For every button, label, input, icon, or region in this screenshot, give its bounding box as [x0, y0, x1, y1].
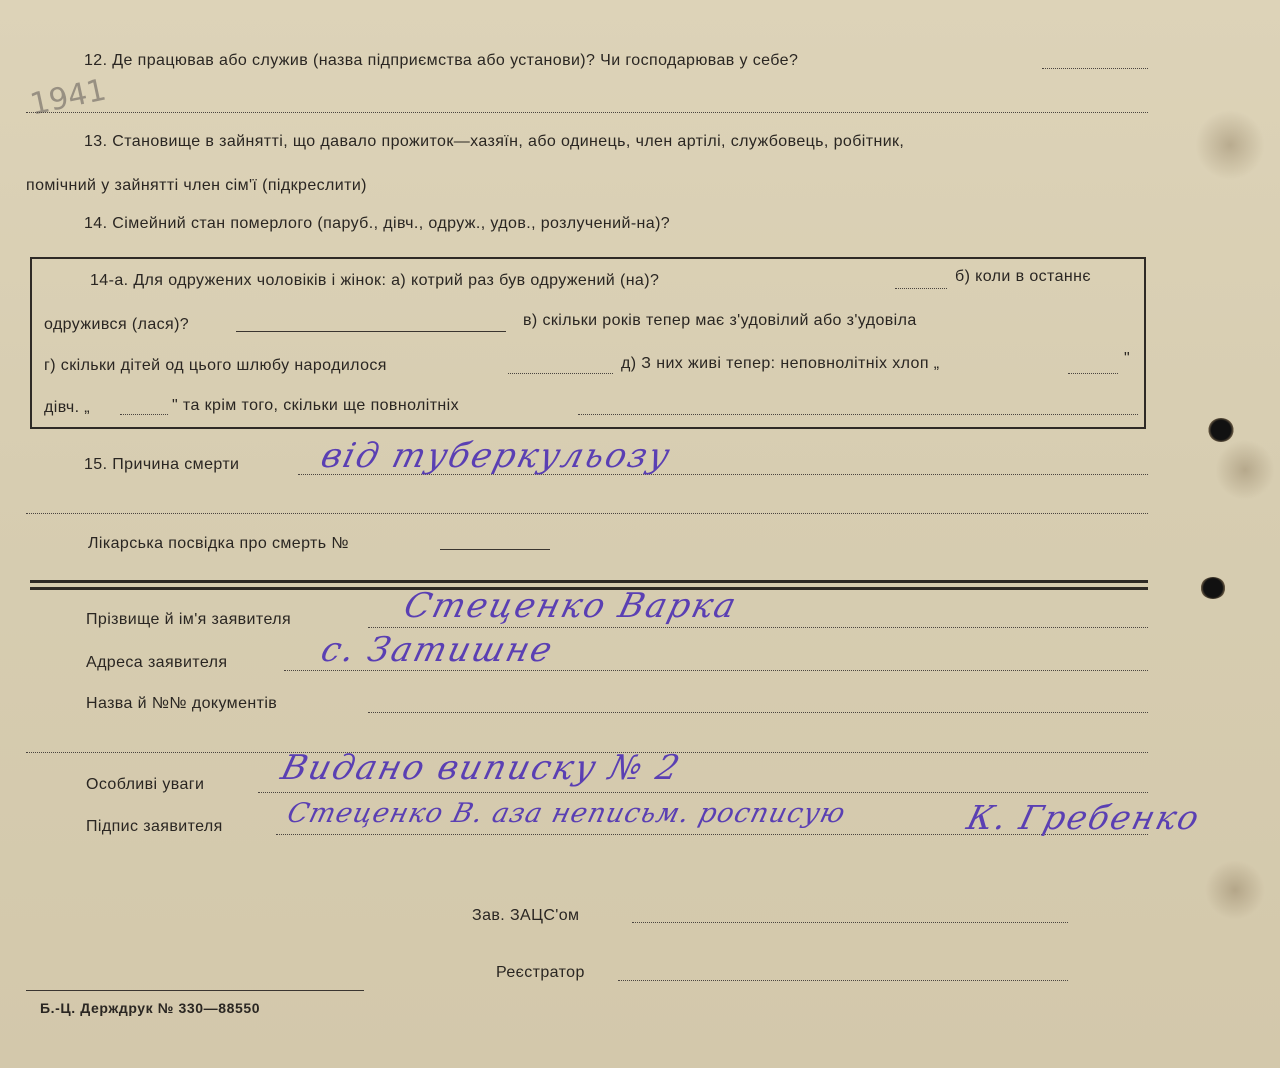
- paper-stain: [1205, 860, 1265, 920]
- q14a-line2b: в) скільки років тепер має з'удовілий або з'удовіла: [523, 312, 917, 329]
- q14a-line4b: " та крім того, скільки ще повнолітніх: [172, 397, 460, 414]
- head-label: Зав. ЗАЦС'ом: [472, 907, 580, 924]
- pencil-note: 1941: [27, 72, 110, 123]
- q14a-girls-line[interactable]: [120, 414, 168, 415]
- registrar-signature-line[interactable]: [618, 980, 1068, 981]
- q12-answer-line-2[interactable]: [26, 112, 1148, 113]
- applicant-name-value: Стеценко Варка: [400, 586, 742, 626]
- q14a-a-line[interactable]: [895, 288, 947, 289]
- q15-answer-line-2[interactable]: [26, 513, 1148, 514]
- q14a-line3a: г) скільки дітей од цього шлюбу народилося: [44, 357, 387, 374]
- q14a-line1b: б) коли в останнє: [955, 268, 1091, 285]
- q12-answer-line[interactable]: [1042, 68, 1148, 69]
- q14a-married-line[interactable]: [236, 331, 506, 332]
- registrar-label: Реєстратор: [496, 964, 585, 981]
- q14a-adults-line[interactable]: [578, 414, 1138, 415]
- applicant-address-label: Адреса заявителя: [86, 654, 228, 671]
- q15-label: 15. Причина смерти: [84, 456, 240, 473]
- q14a-children-line[interactable]: [508, 373, 613, 374]
- signature-label: Підпис заявителя: [86, 818, 223, 835]
- applicant-address-value: с. Затишне: [317, 630, 558, 670]
- applicant-docs-line[interactable]: [368, 712, 1148, 713]
- head-signature-line[interactable]: [632, 922, 1068, 923]
- medical-label: Лікарська посвідка про смерть №: [88, 535, 349, 552]
- applicant-name-label: Прізвище й ім'я заявителя: [86, 611, 292, 628]
- signature-name: К. Гребенко: [963, 798, 1205, 837]
- q13-line1: 13. Становище в зайнятті, що давало прожиток—хазяїн, або одинець, член артілі, службовець, робітник,: [84, 133, 905, 150]
- q14-label: 14. Сімейний стан померлого (паруб., дівч., одруж., удов., розлучений-на)?: [84, 215, 671, 232]
- q14a-line4a: дівч. „: [44, 399, 91, 416]
- q14a-boys-line[interactable]: [1068, 373, 1118, 374]
- footer-rule: [26, 990, 364, 991]
- medical-number-line[interactable]: [440, 549, 550, 550]
- signature-value: Стеценко В. аза неписьм. росписую: [284, 798, 850, 829]
- applicant-name-line[interactable]: [368, 627, 1148, 628]
- paper-stain: [1215, 440, 1275, 500]
- paper-stain: [1195, 110, 1265, 180]
- punch-hole: [1200, 577, 1226, 599]
- q15-value: від туберкульозу: [317, 436, 676, 476]
- notes-value: Видано виписку № 2: [277, 748, 686, 788]
- q14a-line1a: 14-а. Для одружених чоловіків і жінок: а) котрий раз був одружений (на)?: [90, 272, 660, 289]
- notes-line[interactable]: [258, 792, 1148, 793]
- q14a-line3c: ": [1124, 350, 1131, 367]
- q13-line2: помічний у зайнятті член сім'ї (підкреслити): [26, 177, 367, 194]
- applicant-docs-label: Назва й №№ документів: [86, 695, 278, 712]
- q14a-line3b: д) З них живі тепер: неповнолітніх хлоп „: [621, 355, 940, 372]
- printer-imprint: Б.-Ц. Держдрук № 330—88550: [40, 1000, 261, 1016]
- applicant-address-line[interactable]: [284, 670, 1148, 671]
- q14a-line2a: одружився (лася)?: [44, 316, 190, 333]
- separator-top: [30, 580, 1148, 583]
- notes-label: Особливі уваги: [86, 776, 205, 793]
- punch-hole: [1208, 418, 1234, 442]
- q12-label: 12. Де працював або служив (назва підприємства або установи)? Чи господарював у себе?: [84, 52, 799, 69]
